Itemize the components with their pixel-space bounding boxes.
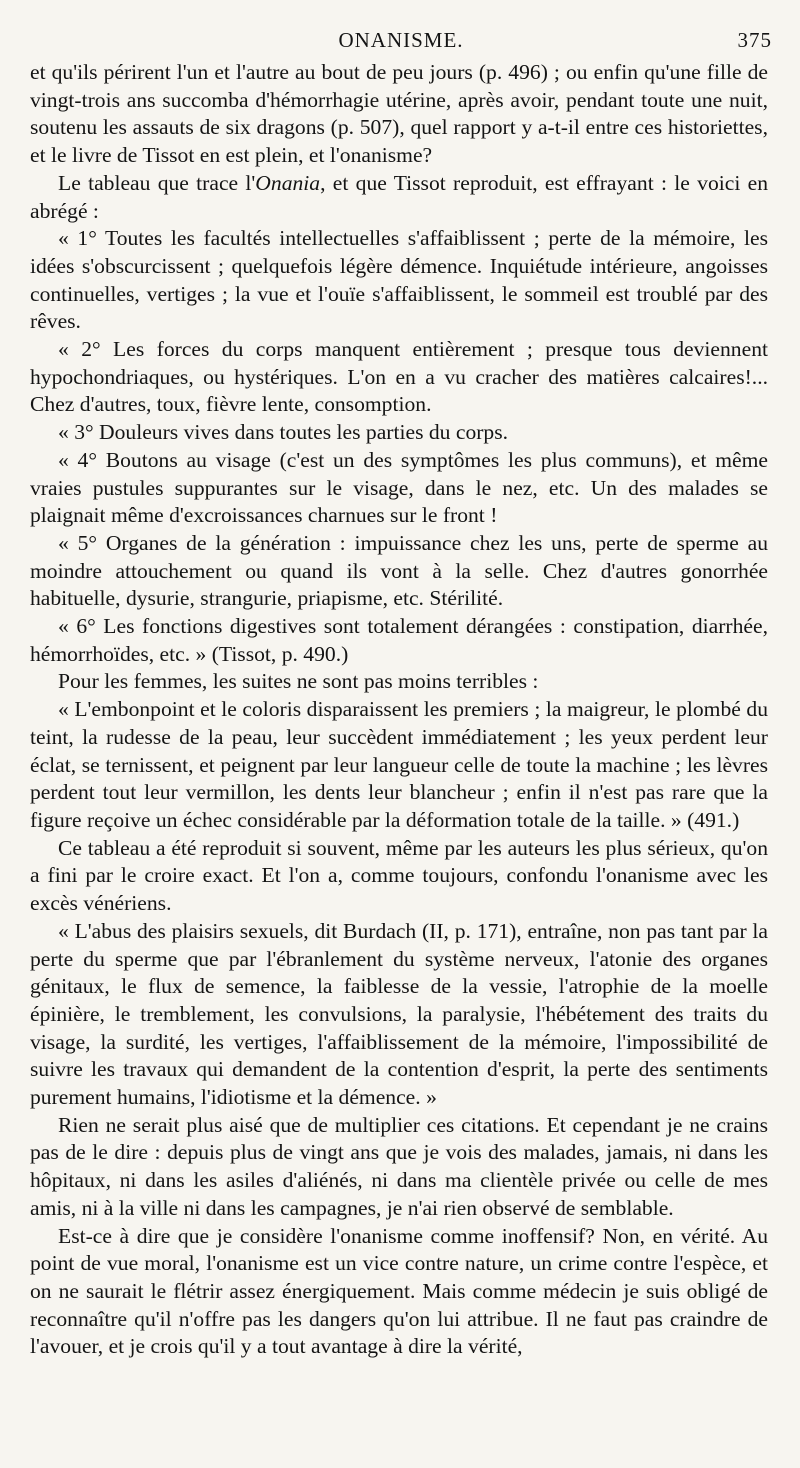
paragraph: et qu'ils périrent l'un et l'autre au bout de peu jours (p. 496) ; ou enfin qu'une fille de vingt-trois ans succomba d'hémorrhagie utérine, après avoir, pendant toute une nuit, soutenu les assauts de six dragons (p. 507), quel rapport y a-t-il entre ces historiettes, et le livre de Tissot en est plein, et l'onanisme? [30, 60, 768, 168]
running-title: ONANISME. [338, 28, 464, 52]
quote-paragraph: « 1° Toutes les facultés intellectuelles s'affaiblissent ; perte de la mémoire, les idées s'obscurcissent ; quelquefois légère démence. Inquiétude intérieure, angoisses continuelles, vertiges ; la vue et l'ouïe s'affaiblissent, le sommeil est troublé par des rêves. [30, 226, 768, 334]
body-text [30, 59, 768, 1361]
quote-paragraph: « 3° Douleurs vives dans toutes les parties du corps. [58, 420, 509, 445]
paragraph: Rien ne serait plus aisé que de multiplier ces citations. Et cependant je ne crains pas de le dire : depuis plus de vingt ans que je vois des malades, jamais, ni dans les hôpitaux, ni dans les asiles d'aliénés, ni dans ma clientèle privée ou celle de mes amis, ni à la ville ni dans les campagnes, je n'ai rien observé de semblable. [30, 1112, 768, 1220]
quote-paragraph: « 2° Les forces du corps manquent entièrement ; presque tous deviennent hypochondriaques, ou hystériques. L'on en a vu cracher des matières calcaires!... Chez d'autres, toux, fièvre lente, consomption. [30, 337, 768, 417]
quote-paragraph: « 4° Boutons au visage (c'est un des symptômes les plus communs), et même vraies pustules suppurantes sur le visage, dans le nez, etc. Un des malades se plaignait même d'excroissances charnues sur le front ! [30, 447, 768, 528]
paragraph: Pour les femmes, les suites ne sont pas moins terribles : [58, 669, 539, 694]
quote-paragraph: « L'abus des plaisirs sexuels, dit Burdach (II, p. 171), entraîne, non pas tant par la perte du sperme que par l'ébranlement du système nerveux, l'atonie des organes génitaux, le flux de semence, la faiblesse de la vessie, l'atrophie de la moelle épinière, le tremblement, les convulsions, la paralysie, l'hébétement des traits du visage, la surdité, les vertiges, l'affaiblissement de la mémoire, l'impossibilité de suivre les travaux qui demandent de la contention d'esprit, la perte des sentiments purement humains, l'idiotisme et la démence. » [30, 918, 768, 1110]
quote-paragraph: « L'embonpoint et le coloris disparaissent les premiers ; la maigreur, le plombé du teint, la rudesse de la peau, leur succèdent immédiatement ; les yeux perdent leur éclat, se ternissent, et peignent par leur langueur celle de toute la machine ; les lèvres perdent tout leur vermillon, les dents leur blancheur ; enfin il n'est pas rare que la figure reçoive un échec considérable par la déformation totale de la taille. » (491.) [30, 697, 768, 832]
paragraph: Le tableau que trace l'Onania, et que Tissot reproduit, est effrayant : le voici en abrégé : [30, 170, 768, 223]
paragraph: Est-ce à dire que je considère l'onanisme comme inoffensif? Non, en vérité. Au point de vue moral, l'onanisme est un vice contre nature, un crime contre l'espèce, et on ne saurait le flétrir assez énergiquement. Mais comme médecin je suis obligé de reconnaître qu'il n'offre pas les dangers qu'on lui attribue. Il ne faut pas craindre de l'avouer, et je crois qu'il y a tout avantage à dire la vérité, [30, 1223, 768, 1359]
quote-paragraph: « 6° Les fonctions digestives sont totalement dérangées : constipation, diarrhée, hémorrhoïdes, etc. » (Tissot, p. 490.) [30, 614, 768, 666]
paragraph: Ce tableau a été reproduit si souvent, même par les auteurs les plus sérieux, qu'on a fini par le croire exact. Et l'on a, comme toujours, confondu l'onanisme avec les excès vénériens. [30, 835, 768, 916]
running-header [30, 28, 772, 58]
page-number: 375 [737, 28, 772, 52]
quote-paragraph: « 5° Organes de la génération : impuissance chez les uns, perte de sperme au moindre attouchement ou quand ils vont à la selle. Chez d'autres gonorrhée habituelle, dysurie, strangurie, priapisme, etc. Stérilité. [30, 530, 768, 611]
